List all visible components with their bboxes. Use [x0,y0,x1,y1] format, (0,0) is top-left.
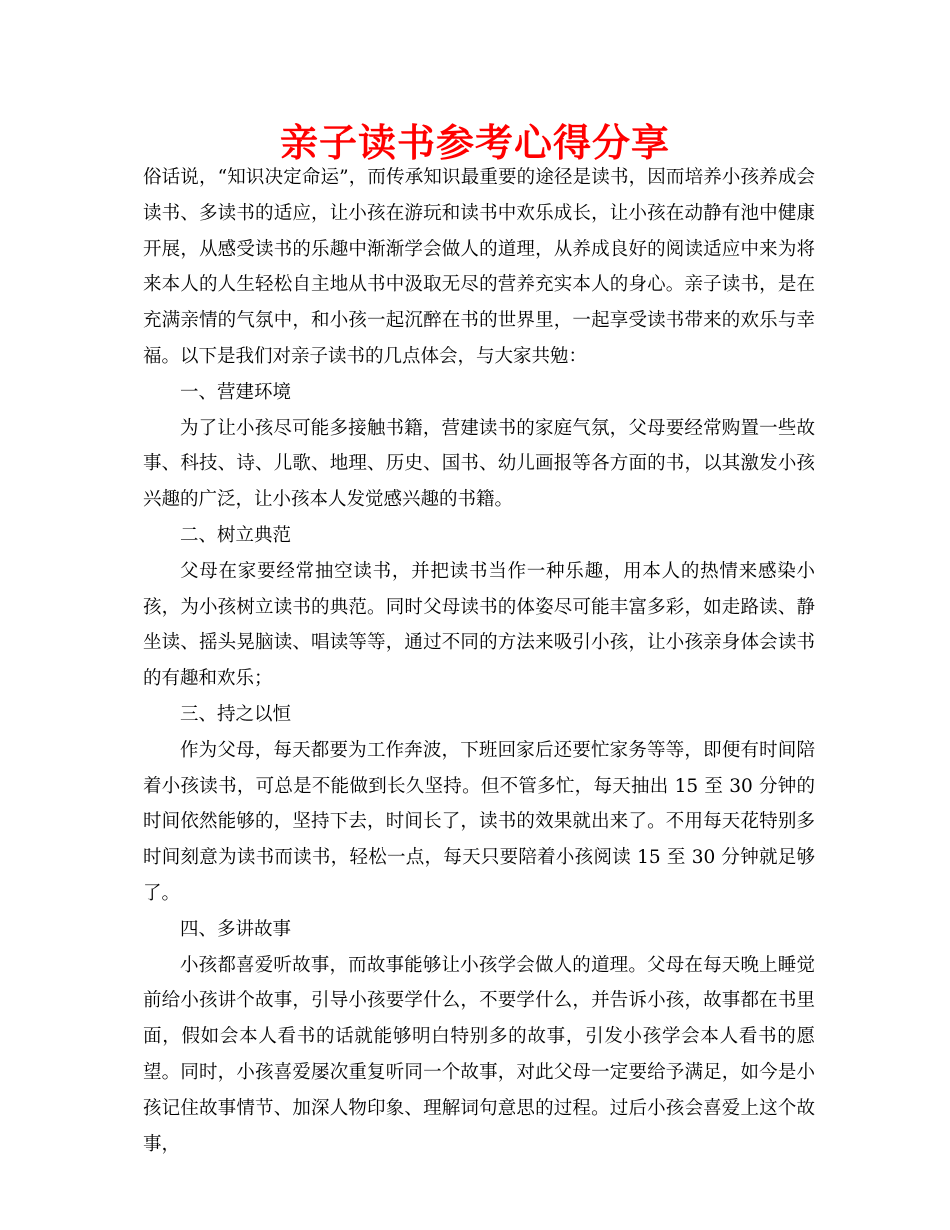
intro-paragraph: 俗话说，“知识决定命运”，而传承知识最重要的途径是读书，因而培养小孩养成会读书、多读书的适应，让小孩在游玩和读书中欢乐成长，让小孩在动静有池中健康开展，从感受读书的乐趣中渐渐学会做人的道理，从养成良好的阅读适应中来为将来本人的人生轻松自主地从书中汲取无尽的营养充实本人的身心。亲子读书，是在充满亲情的气氛中，和小孩一起沉醉在书的世界里，一起享受读书带来的欢乐与幸福。以下是我们对亲子读书的几点体会，与大家共勉： [143,167,815,367]
section-text-environment: 为了让小孩尽可能多接触书籍，营建读书的家庭气氛，父母要经常购置一些故事、科技、诗、儿歌、地理、历史、国书、幼儿画报等各方面的书，以其激发小孩兴趣的广泛，让小孩本人发觉感兴趣的书籍。 [143,417,815,511]
document-body [143,160,815,1162]
section-text-example: 父母在家要经常抽空读书，并把读书当作一种乐趣，用本人的热情来感染小孩，为小孩树立读书的典范。同时父母读书的体姿尽可能丰富多彩，如走路读、静坐读、摇头晃脑读、唱读等等，通过不同的方法来吸引小孩，让小孩亲身体会读书的有趣和欢乐； [143,560,815,690]
section-text-persistence: 作为父母，每天都要为工作奔波，下班回家后还要忙家务等等，即便有时间陪着小孩读书，可总是不能做到长久坚持。但不管多忙，每天抽出 15 至 30 分钟的时间依然能够的，坚持下去，时间长了，读书的效果就出来了。不用每天花特别多时间刻意为读书而读书，轻松一点，每天只要陪着小孩阅读 15 至 30 分钟就足够了。 [143,739,815,904]
section-heading-persistence: 三、持之以恒 [180,703,292,725]
section-heading-environment: 一、营建环境 [180,381,292,403]
page-title: 亲子读书参考心得分享 [279,121,670,165]
section-heading-example: 二、树立典范 [180,524,292,546]
section-heading-stories: 四、多讲故事 [180,918,292,940]
section-text-stories: 小孩都喜爱听故事，而故事能够让小孩学会做人的道理。父母在每天晚上睡觉前给小孩讲个故事，引导小孩要学什么，不要学什么，并告诉小孩，故事都在书里面，假如会本人看书的话就能够明白特别多的故事，引发小孩学会本人看书的愿望。同时，小孩喜爱屡次重复听同一个故事，对此父母一定要给予满足，如今是小孩记住故事情节、加深人物印象、理解词句意思的过程。过后小孩会喜爱上这个故事， [143,954,815,1155]
